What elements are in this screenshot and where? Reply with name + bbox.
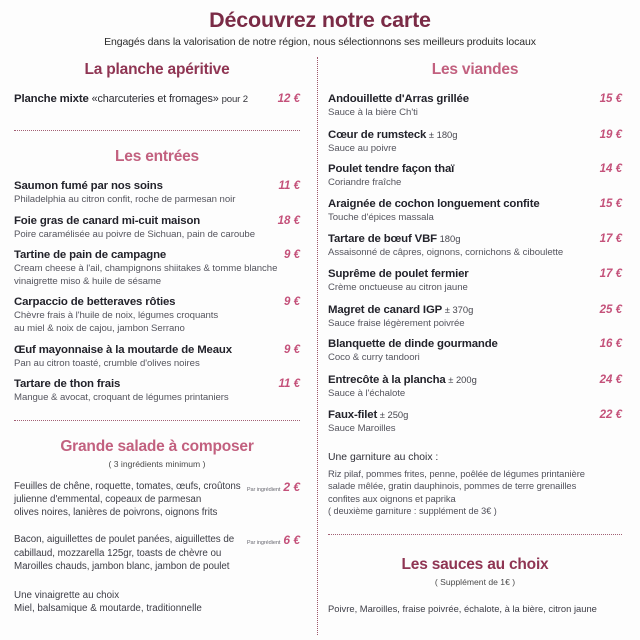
item-price: 17 € [599,267,622,280]
item-row [14,179,300,194]
menu-item [328,267,622,295]
page-subtitle: Engagés dans la valorisation de notre région, nous sélectionnons ses meilleurs produits locaux [104,36,536,48]
section-sub-sauces: ( Supplément de 1€ ) [434,576,516,587]
item-row [328,337,622,352]
item-price: 9 € [284,296,300,309]
item-name: Tartare de thon frais [14,378,121,391]
item-price: 18 € [277,214,300,227]
item-row [14,248,300,263]
item-description: Sauce Maroilles [328,423,396,435]
item-name: Œuf mayonnaise à la moutarde de Meaux [14,343,232,356]
item-name-wrap [14,92,268,107]
menu-item [328,231,622,260]
item-row [328,127,622,143]
section-heading-entrees: Les entrées [115,148,199,165]
menu-item [14,295,300,335]
menu-item [328,407,622,436]
salad-group-2-unit: Par ingrédient [246,540,281,547]
item-weight: ± 180g [426,128,458,140]
salad-group-1-price-wrap [247,480,300,520]
divider-garniture-sauces [328,534,622,535]
menu-item [328,162,622,190]
salad-group-2-price: 6 € [283,533,300,548]
item-weight: ± 370g [442,303,474,315]
item-description: Crème onctueuse au citron jaune [328,281,468,293]
menu-header [0,0,640,50]
salad-group-2 [14,533,300,573]
item-price: 12 € [277,93,300,105]
viandes-list [328,92,622,436]
item-price: 24 € [599,373,622,386]
item-name: Blanquette de dinde gourmande [328,338,498,351]
item-weight: 180g [436,233,461,245]
item-description: Coriandre fraîche [328,177,402,189]
menu-item-planche-mixte [14,92,300,107]
item-row [328,267,622,282]
menu-item [328,127,622,156]
item-price: 25 € [599,303,622,316]
item-price: 16 € [599,338,622,351]
page-title: Découvrez notre carte [209,8,431,32]
item-name: Carpaccio de betteraves rôties [14,296,176,309]
left-column [0,60,312,640]
item-description: Coco & curry tandoori [328,352,420,364]
right-column [312,60,632,640]
item-row [14,92,300,107]
item-name: Araignée de cochon longuement confite [328,197,540,210]
section-heading-viandes: Les viandes [431,61,519,78]
item-price: 9 € [284,249,300,262]
item-row [328,231,622,247]
item-name: Tartare de bœuf VBF 180g [328,233,461,246]
menu-item [14,377,300,405]
item-description: Philadelphia au citron confit, roche de parmesan noir [14,194,236,205]
item-row [14,214,300,229]
item-price: 22 € [599,409,622,422]
vinaigrette-block [14,589,300,616]
sauces-list: Poivre, Maroilles, fraise poivrée, échalote, à la bière, citron jaune [328,602,597,614]
item-name: Cœur de rumsteck ± 180g [328,128,458,141]
menu-item [328,197,622,225]
item-price: 17 € [599,233,622,246]
item-description: Sauce à l'échalote [328,387,406,399]
item-name: Andouillette d'Arras grillée [328,93,469,105]
section-sub-salade: ( 3 ingrédients minimum ) [108,458,206,469]
item-name: Entrecôte à la plancha ± 200g [328,373,477,386]
garniture-body: Riz pilaf, pommes frites, penne, poêlée de légumes printanière salade mêlée, gratin dauphinois, pommes de terre grenailles confites aux oignons et paprika [328,467,585,504]
menu-item [328,372,622,401]
salad-group-1-text: Feuilles de chêne, roquette, tomates, œufs, croûtons julienne d'emmental, copeaux de parmesan olives noires, lanières de poivrons, oignons frits [14,480,241,519]
item-price: 15 € [599,197,622,210]
item-description: Chèvre frais à l'huile de noix, légumes croquants au miel & noix de cajou, jambon Serrano [14,310,219,334]
menu-item [14,248,300,288]
section-heading-salade: Grande salade à composer [60,437,254,455]
vinaigrette-list: Miel, balsamique & moutarde, traditionnelle [14,603,202,615]
salad-group-2-price-wrap [247,533,300,573]
menu-columns [0,60,640,640]
item-description: Touche d'épices massala [328,211,434,223]
item-price: 11 € [278,378,300,391]
garniture-title: Une garniture au choix : [328,451,439,463]
item-description: Assaisonné de câpres, oignons, cornichons & ciboulette [328,247,564,259]
item-row [328,197,622,212]
menu-item [328,302,622,331]
item-price: 14 € [599,163,622,176]
section-heading-planche: La planche apéritive [84,61,230,78]
item-description: Sauce au poivre [328,142,397,154]
item-price: 11 € [278,180,300,192]
item-weight: ± 200g [445,373,477,385]
salad-group-1-unit: Par ingrédient [246,486,281,493]
item-description: Cream cheese à l'ail, champignons shiitakes & tomme blanche vinaigrette miso & huile de sésame [14,263,278,287]
item-row [328,302,622,318]
salad-group-2-text: Bacon, aiguillettes de poulet panées, aiguillettes de cabillaud, mozzarella 125gr, toasts de chèvre ou Maroilles chauds, jambon blanc, jambon de poulet [14,534,235,572]
item-name: Tartine de pain de campagne [14,249,167,262]
item-price: 15 € [599,93,622,105]
item-description: Sauce à la bière Ch'ti [328,107,418,118]
item-row [328,407,622,423]
item-name: Saumon fumé par nos soins [14,180,163,192]
menu-item [328,337,622,365]
item-name: Foie gras de canard mi-cuit maison [14,214,201,227]
item-description: Pan au citron toasté, crumble d'olives noires [14,357,200,369]
item-name: Planche mixte [14,93,89,105]
item-row [14,377,300,392]
item-description: Poire caramélisée au poivre de Sichuan, pain de caroube [14,228,255,240]
item-row [328,372,622,388]
item-row [328,162,622,177]
divider-entrees-salade [14,420,300,421]
item-name: Poulet tendre façon thaï [328,163,455,176]
menu-item [328,92,622,120]
item-row [328,92,622,107]
menu-item [14,343,300,371]
item-weight: ± 250g [377,409,409,421]
item-price: 9 € [284,343,300,356]
garniture-block [328,451,622,518]
menu-item [14,179,300,207]
garniture-note: ( deuxième garniture : supplément de 3€ ) [328,506,497,517]
item-price: 19 € [599,128,622,141]
divider-planche-entrees [14,130,300,131]
item-description: Sauce fraise légèrement poivrée [328,317,465,329]
item-note: pour 2 [221,94,248,105]
item-row [14,295,300,310]
item-name: Faux-filet ± 250g [328,409,409,422]
item-description: Mangue & avocat, croquant de légumes printaniers [14,392,229,404]
item-row [14,343,300,358]
section-heading-sauces: Les sauces au choix [401,555,549,573]
item-name: Magret de canard IGP ± 370g [328,303,474,316]
menu-item [14,214,300,242]
salad-group-1 [14,480,300,520]
item-quote: «charcuteries et fromages» [91,93,219,105]
salad-group-1-price: 2 € [283,479,300,494]
vinaigrette-title: Une vinaigrette au choix [14,589,120,601]
item-name: Suprême de poulet fermier [328,267,469,280]
entrees-list [14,179,300,405]
